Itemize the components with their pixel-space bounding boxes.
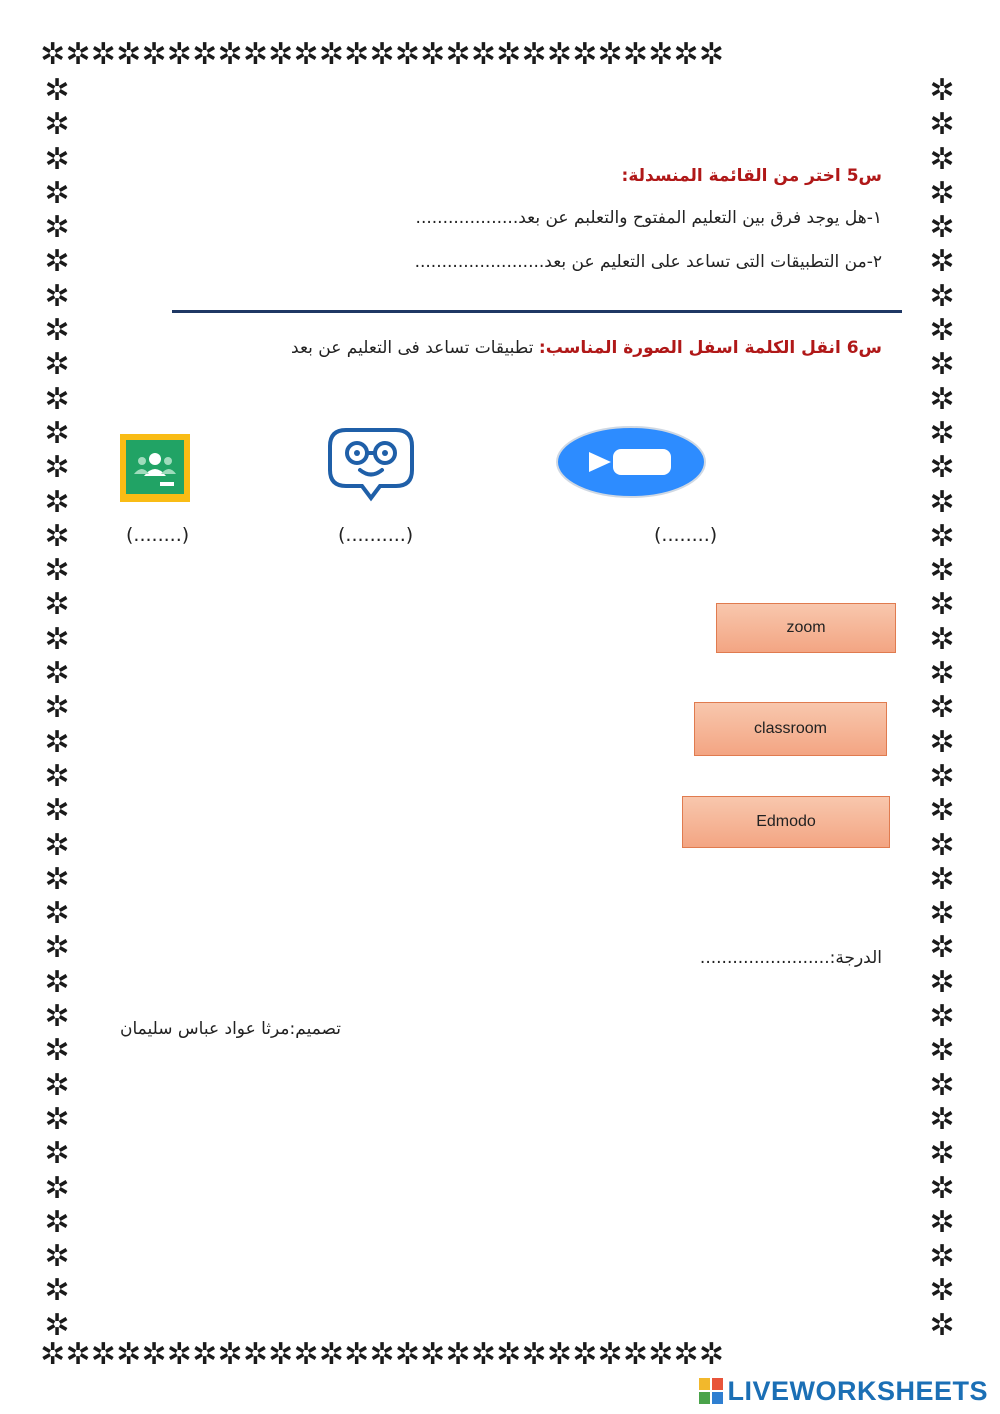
google-classroom-icon xyxy=(120,434,190,502)
classroom-answer-blank[interactable]: (........) xyxy=(126,524,190,546)
zoom-answer-blank[interactable]: (........) xyxy=(654,524,718,546)
liveworksheets-icon xyxy=(699,1378,723,1404)
border-left: ✲ ✲ ✲ ✲ ✲ ✲ ✲ ✲ ✲ ✲ ✲ ✲ ✲ ✲ ✲ ✲ ✲ ✲ ✲ ✲ ✲ ✲ ✲ ✲ ✲ ✲ ✲ ✲ ✲ ✲ ✲ ✲ ✲ ✲ ✲ ✲ ✲ xyxy=(44,74,70,1343)
border-bottom: ✲✲✲✲✲✲✲✲✲✲✲✲✲✲✲✲✲✲✲✲✲✲✲✲✲✲✲ xyxy=(40,1340,725,1372)
border-top: ✲✲✲✲✲✲✲✲✲✲✲✲✲✲✲✲✲✲✲✲✲✲✲✲✲✲✲ xyxy=(40,40,725,72)
edmodo-answer-blank[interactable]: (..........) xyxy=(338,524,414,546)
section-divider xyxy=(172,310,902,313)
q6-title: س6 انقل الكلمة اسفل الصورة المناسب: xyxy=(538,338,882,358)
q6-subtitle: تطبيقات تساعد فى التعليم عن بعد xyxy=(291,338,534,358)
edmodo-icon xyxy=(326,426,416,502)
designer-credit: تصميم:مرثا عواد عباس سليمان xyxy=(120,1019,341,1039)
zoom-icon xyxy=(555,425,707,499)
grade-label: الدرجة:........................ xyxy=(699,948,882,968)
word-classroom[interactable]: classroom xyxy=(694,702,887,756)
q5-title: س5 اختر من القائمة المنسدلة: xyxy=(621,166,882,186)
brand-name: LIVEWORKSHEETS xyxy=(727,1375,988,1406)
q6-heading xyxy=(291,338,882,358)
liveworksheets-logo xyxy=(699,1374,988,1408)
q5-item-1: ١-هل يوجد فرق بين التعليم المفتوح والتعلبم عن بعد................... xyxy=(415,208,882,228)
border-right: ✲ ✲ ✲ ✲ ✲ ✲ ✲ ✲ ✲ ✲ ✲ ✲ ✲ ✲ ✲ ✲ ✲ ✲ ✲ ✲ ✲ ✲ ✲ ✲ ✲ ✲ ✲ ✲ ✲ ✲ ✲ ✲ ✲ ✲ ✲ ✲ ✲ xyxy=(929,74,955,1343)
word-zoom[interactable]: zoom xyxy=(716,603,896,653)
q5-item-2: ٢-من التطبيقات التى تساعد على التعليم عن بعد........................ xyxy=(414,252,882,272)
word-edmodo[interactable]: Edmodo xyxy=(682,796,890,848)
